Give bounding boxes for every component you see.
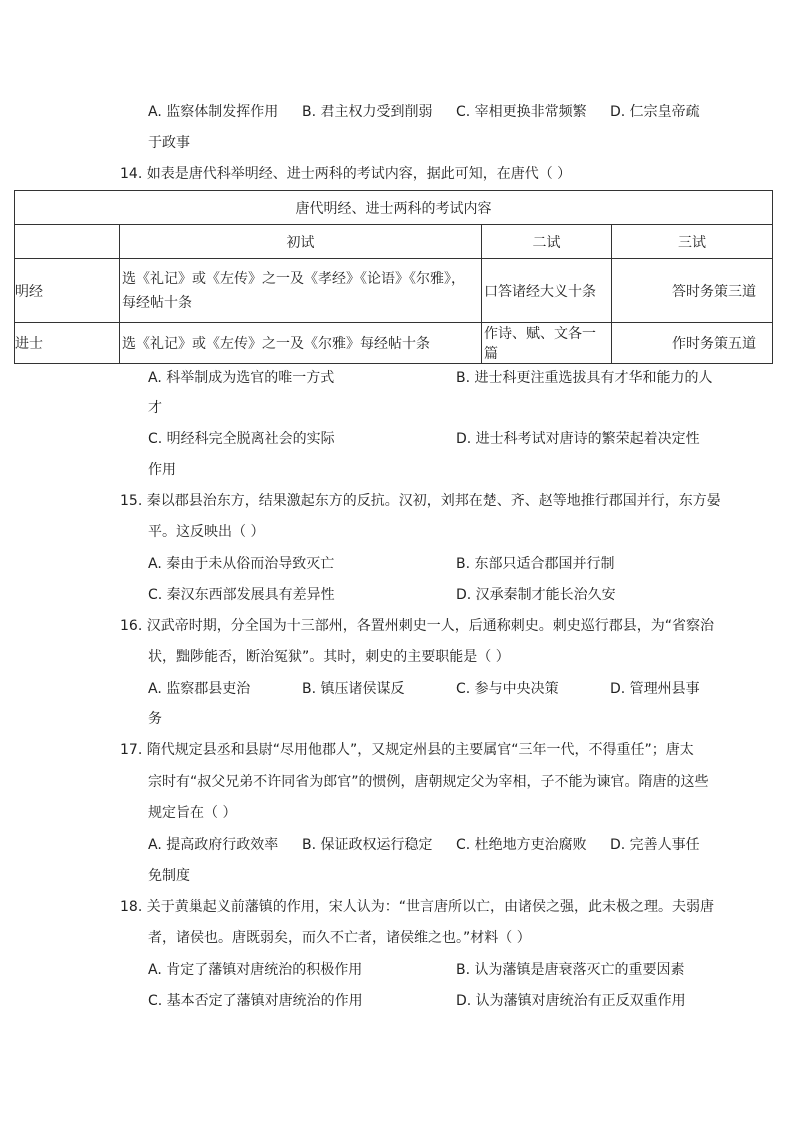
q14-option-d: D. 进士科考试对唐诗的繁荣起着决定性: [456, 431, 700, 447]
q18-option-c: C. 基本否定了藩镇对唐统治的作用: [148, 993, 363, 1009]
q18-stem-line2: 者，诸侯也。唐既弱矣，而久不亡者，诸侯维之也。”材料（ ）: [148, 930, 531, 946]
table-header-third-exam: 三试: [612, 225, 773, 259]
row-mingjing-first: [120, 259, 482, 323]
exam-content-table: [14, 190, 773, 364]
q16-option-d: D. 管理州县事: [610, 681, 700, 697]
q14-option-b-continued: 才: [148, 400, 162, 416]
q13-option-c: C. 宰相更换非常频繁: [456, 104, 587, 120]
q15-option-a: A. 秦由于未从俗而治导致灭亡: [148, 556, 335, 572]
table-header-second-exam: 二试: [482, 225, 612, 259]
row-mingjing-second: 口答诸经大义十条: [482, 259, 612, 323]
q13-option-d: D. 仁宗皇帝疏: [610, 104, 700, 120]
q13-option-d-continued: 于政事: [148, 135, 190, 151]
table-row: [15, 259, 773, 323]
q16-stem-line2: 状，黜陟能否，断治冤狱”。其时，刺史的主要职能是（ ）: [148, 649, 510, 665]
row-jinshi-name: 进士: [15, 323, 120, 364]
q14-stem: 14. 如表是唐代科举明经、进士两科的考试内容，据此可知，在唐代（ ）: [120, 166, 572, 182]
q14-option-d-continued: 作用: [148, 462, 176, 478]
q14-option-b: B. 进士科更注重选拔具有才华和能力的人: [456, 370, 713, 386]
q15-option-d: D. 汉承秦制才能长治久安: [456, 587, 616, 603]
table-header-first-exam: 初试: [120, 225, 482, 259]
q16-option-a: A. 监察郡县吏治: [148, 681, 251, 697]
row-mingjing-third: 答时务策三道: [612, 259, 773, 323]
q18-stem-line1: 18. 关于黄巢起义前藩镇的作用，宋人认为：“世言唐所以亡，由诸侯之强，此未极之理。夫弱唐: [120, 899, 714, 915]
table-title: 唐代明经、进士两科的考试内容: [15, 191, 773, 225]
row-mingjing-first-line1: 选《礼记》或《左传》之一及《孝经》《论语》《尔雅》，: [122, 270, 465, 287]
row-jinshi-second: 作诗、赋、文各一篇: [482, 323, 612, 364]
q16-option-c: C. 参与中央决策: [456, 681, 559, 697]
q13-option-a: A. 监察体制发挥作用: [148, 104, 279, 120]
q15-option-b: B. 东部只适合郡国并行制: [456, 556, 615, 572]
table-header-empty: [15, 225, 120, 259]
q18-option-a: A. 肯定了藩镇对唐统治的积极作用: [148, 962, 363, 978]
q17-stem-line2: 宗时有“叔父兄弟不许同省为郎官”的惯例，唐朝规定父为宰相，子不能为谏官。隋唐的这些: [148, 774, 709, 790]
q13-option-b: B. 君主权力受到削弱: [302, 104, 433, 120]
q16-option-b: B. 镇压诸侯谋反: [302, 681, 405, 697]
q15-stem-line2: 平。这反映出（ ）: [148, 524, 265, 540]
row-jinshi-third: 作时务策五道: [612, 323, 773, 364]
q17-stem-line3: 规定旨在（ ）: [148, 805, 237, 821]
q14-option-c: C. 明经科完全脱离社会的实际: [148, 431, 335, 447]
q17-option-a: A. 提高政府行政效率: [148, 837, 279, 853]
q17-option-b: B. 保证政权运行稳定: [302, 837, 433, 853]
q17-stem-line1: 17. 隋代规定县丞和县尉“尽用他郡人”，又规定州县的主要属官“三年一代，不得重任”；唐太: [120, 742, 694, 758]
row-jinshi-first: 选《礼记》或《左传》之一及《尔雅》每经帖十条: [120, 323, 482, 364]
q16-option-d-continued: 务: [148, 711, 162, 727]
q17-option-d-continued: 免制度: [148, 868, 190, 884]
row-mingjing-name: 明经: [15, 259, 120, 323]
row-mingjing-first-line2: 每经帖十条: [122, 294, 192, 311]
q14-option-a: A. 科举制成为选官的唯一方式: [148, 370, 335, 386]
q18-option-b: B. 认为藩镇是唐衰落灭亡的重要因素: [456, 962, 685, 978]
q18-option-d: D. 认为藩镇对唐统治有正反双重作用: [456, 993, 686, 1009]
q15-option-c: C. 秦汉东西部发展具有差异性: [148, 587, 335, 603]
q17-option-d: D. 完善人事任: [610, 837, 700, 853]
q16-stem-line1: 16. 汉武帝时期，分全国为十三部州，各置州刺史一人，后通称刺史。刺史巡行郡县，为“省察治: [120, 618, 714, 634]
q17-option-c: C. 杜绝地方吏治腐败: [456, 837, 587, 853]
table-row: [15, 323, 773, 364]
q15-stem-line1: 15. 秦以郡县治东方，结果激起东方的反抗。汉初，刘邦在楚、齐、赵等地推行郡国并行，东方晏: [120, 493, 721, 509]
